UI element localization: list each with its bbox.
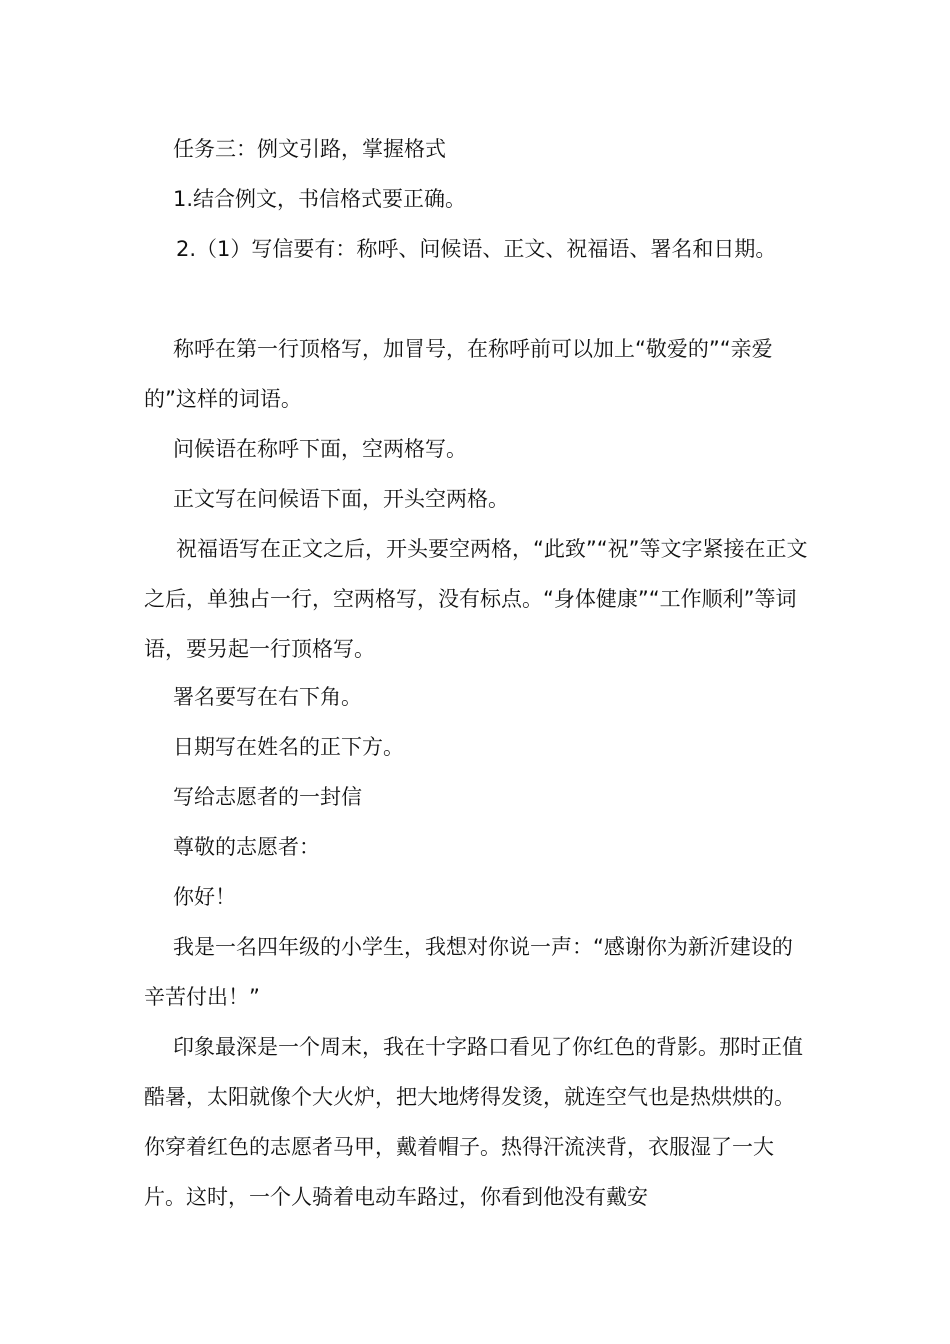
- letter-title: 写给志愿者的一封信: [173, 785, 362, 809]
- body-rule: 正文写在问候语下面，开头空两格。: [173, 487, 509, 511]
- signature-rule: 署名要写在右下角。: [173, 685, 362, 709]
- letter-salutation: 尊敬的志愿者：: [173, 835, 320, 859]
- date-rule: 日期写在姓名的正下方。: [173, 735, 404, 759]
- closing-rule: 祝福语写在正文之后，开头要空两格，“此致”“祝”等文字紧接在正文之后，单独占一行，空两格写，没有标点。“身体健康”“工作顺利”等词语，要另起一行顶格写。: [144, 537, 808, 661]
- letter-paragraph-2: 印象最深是一个周末，我在十字路口看见了你红色的背影。那时正值酷暑，太阳就像个大火炉，把大地烤得发烫，就连空气也是热烘烘的。你穿着红色的志愿者马甲，戴着帽子。热得汗流浃背，衣服湿了一大片。这时，一个人骑着电动车路过，你看到他没有戴安: [144, 1035, 803, 1209]
- instruction-2: 2.（1）写信要有：称呼、问候语、正文、祝福语、署名和日期。: [176, 237, 777, 261]
- salutation-rule: 称呼在第一行顶格写，加冒号，在称呼前可以加上“敬爱的”“亲爱的”这样的词语。: [144, 337, 773, 411]
- task-heading: 任务三：例文引路，掌握格式: [173, 137, 446, 161]
- greeting-rule: 问候语在称呼下面，空两格写。: [173, 437, 467, 461]
- letter-paragraph-1: 我是一名四年级的小学生，我想对你说一声：“感谢你为新沂建设的辛苦付出！”: [144, 935, 793, 1009]
- instruction-1: 1.结合例文，书信格式要正确。: [173, 187, 467, 211]
- letter-greeting: 你好！: [173, 885, 236, 909]
